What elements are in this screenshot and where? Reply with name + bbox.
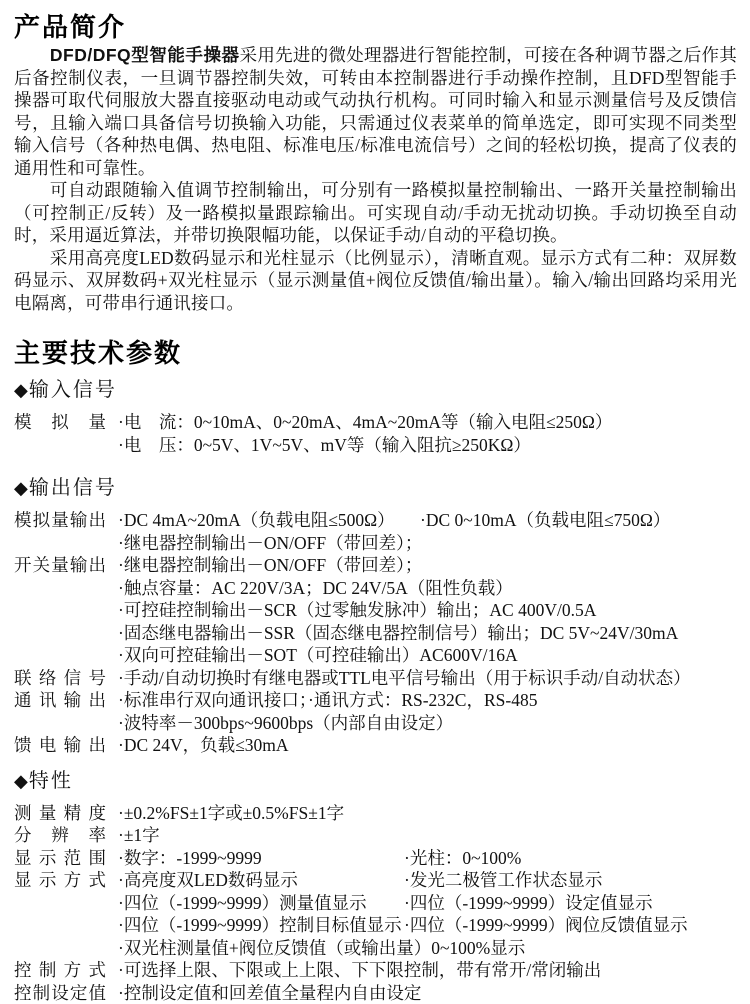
spec-label: 联络信号 — [14, 667, 106, 690]
intro-paragraph-2: 可自动跟随输入值调节控制输出，可分别有一路模拟量控制输出、一路开关量控制输出（可控制正/反转）及一路模拟量跟踪输出。可实现自动/手动无扰动切换。手动切换至自动时，采用逼近算法，并带切换限幅功能，以保证手动/自动的平稳切换。 — [14, 179, 737, 247]
spec-line — [118, 892, 737, 915]
page-title-tech-params: 主要技术参数 — [14, 338, 737, 368]
spec-content — [118, 509, 737, 554]
subsection-heading-input-signal — [14, 378, 737, 402]
spec-row-link-signal — [14, 667, 737, 690]
spec-content — [118, 824, 737, 847]
spec-row-feed-output — [14, 734, 737, 757]
spec-content — [118, 411, 737, 456]
spec-line: ·可选择上限、下限或上上限、下下限控制，带有常开/常闭输出 — [118, 959, 737, 982]
spec-item: ·继电器控制输出－ON/OFF（带回差）； — [118, 532, 420, 555]
spec-row-control-setpoint — [14, 982, 737, 1004]
spec-item: ·发光二极管工作状态显示 — [404, 870, 602, 890]
output-signal-table — [14, 509, 737, 757]
spec-line: ·双光柱测量值+阀位反馈值（或输出量）0~100%显示 — [118, 937, 737, 960]
spec-content — [118, 802, 737, 825]
spec-label: 通讯输出 — [14, 689, 106, 712]
spec-line — [118, 914, 737, 937]
spec-label: 显示方式 — [14, 869, 106, 892]
spec-line: ·双向可控硅输出－SOT（可控硅输出）AC600V/16A — [118, 644, 737, 667]
subsection-label-features: 特性 — [29, 770, 73, 792]
spec-label: 馈电输出 — [14, 734, 106, 757]
product-name-bold: DFD/DFQ型智能手操器 — [50, 45, 240, 65]
spec-row-resolution — [14, 824, 737, 847]
spec-label: 控制方式 — [14, 959, 106, 982]
spec-line: ·±1字 — [118, 824, 737, 847]
spec-line: ·DC 24V，负载≤30mA — [118, 734, 737, 757]
spec-item: ·DC 4mA~20mA（负载电阻≤500Ω） — [118, 509, 420, 532]
intro-paragraph-1 — [14, 44, 737, 179]
spec-label: 分辨率 — [14, 824, 106, 847]
spec-row-analog-input — [14, 411, 737, 456]
subsection-label-input-signal: 输入信号 — [29, 379, 117, 401]
spec-item: ·标准串行双向通讯接口； — [118, 689, 308, 712]
spec-line: ·电 流：0~10mA、0~20mA、4mA~20mA等（输入电阻≤250Ω） — [118, 411, 737, 434]
spec-item: ·四位（-1999~9999）设定值显示 — [404, 893, 653, 913]
subsection-heading-output-signal — [14, 476, 737, 500]
spec-content — [118, 869, 737, 959]
spec-line — [118, 532, 737, 555]
spec-row-comm-output — [14, 689, 737, 734]
spec-label: 控制设定值 — [14, 982, 106, 1004]
spec-line: ·可控硅控制输出－SCR（过零触发脉冲）输出；AC 400V/0.5A — [118, 599, 737, 622]
spec-content — [118, 734, 737, 757]
spec-item: ·光柱：0~100% — [404, 848, 521, 868]
spec-line: ·继电器控制输出－ON/OFF（带回差）； — [118, 554, 737, 577]
spec-content — [118, 847, 737, 870]
spec-label: 模拟量 — [14, 411, 106, 434]
spec-line: ·控制设定值和回差值全量程内自由设定 — [118, 982, 737, 1004]
spec-line: ·±0.2%FS±1字或±0.5%FS±1字 — [118, 802, 737, 825]
diamond-icon: ◆ — [14, 380, 28, 400]
spec-item: ·高亮度双LED数码显示 — [118, 869, 404, 892]
spec-content — [118, 689, 737, 734]
subsection-heading-features — [14, 769, 737, 793]
intro-paragraph-3: 采用高亮度LED数码显示和光柱显示（比例显示），清晰直观。显示方式有二种：双屏数码显示、双屏数码+双光柱显示（显示测量值+阀位反馈值/输出量）。输入/输出回路均采用光电隔离，可带串行通讯接口。 — [14, 247, 737, 315]
spec-row-display-range — [14, 847, 737, 870]
spec-label: 显示范围 — [14, 847, 106, 870]
page-title-product-intro: 产品简介 — [14, 12, 737, 42]
spec-content — [118, 982, 737, 1004]
spec-line: ·手动/自动切换时有继电器或TTL电平信号输出（用于标识手动/自动状态） — [118, 667, 737, 690]
spec-label: 开关量输出 — [14, 554, 106, 577]
spec-content — [118, 959, 737, 982]
spec-item: ·四位（-1999~9999）测量值显示 — [118, 892, 404, 915]
spec-line — [118, 509, 737, 532]
spec-content — [118, 554, 737, 667]
intro-paragraph-1-text: 采用先进的微处理器进行智能控制，可接在各种调节器之后作其后备控制仪表，一旦调节器控制失效，可转由本控制器进行手动操作控制，且DFD型智能手操器可取代伺服放大器直接驱动电动或气动执行机构。可同时输入和显示测量信号及反馈信号，且输入端口具备信号切换输入功能，只需通过仪表菜单的简单选定，即可实现不同类型输入信号（各种热电偶、热电阻、标准电压/标准电流信号）之间的轻松切换，提高了仪表的通用性和可靠性。 — [14, 45, 737, 178]
spec-line: ·波特率－300bps~9600bps（内部自由设定） — [118, 712, 737, 735]
spec-label: 模拟量输出 — [14, 509, 106, 532]
spec-content — [118, 667, 737, 690]
spec-item: ·四位（-1999~9999）阀位反馈值显示 — [404, 915, 688, 935]
features-table — [14, 802, 737, 1004]
spec-line: ·触点容量：AC 220V/3A；DC 24V/5A（阻性负载） — [118, 577, 737, 600]
diamond-icon: ◆ — [14, 478, 28, 498]
spec-label: 测量精度 — [14, 802, 106, 825]
spec-row-switch-output — [14, 554, 737, 667]
spec-row-analog-output — [14, 509, 737, 554]
spec-line — [118, 869, 737, 892]
input-signal-table — [14, 411, 737, 456]
spec-item: ·DC 0~10mA（负载电阻≤750Ω） — [420, 510, 670, 530]
spec-item: ·四位（-1999~9999）控制目标值显示 — [118, 914, 404, 937]
spec-line — [118, 847, 737, 870]
diamond-icon: ◆ — [14, 771, 28, 791]
spec-row-control-mode — [14, 959, 737, 982]
spec-row-accuracy — [14, 802, 737, 825]
spec-item: ·通讯方式：RS-232C，RS-485 — [308, 690, 537, 710]
spec-item: ·数字：-1999~9999 — [118, 847, 404, 870]
spec-line: ·固态继电器输出－SSR（固态继电器控制信号）输出；DC 5V~24V/30mA — [118, 622, 737, 645]
spec-row-display-mode — [14, 869, 737, 959]
spec-line: ·电 压：0~5V、1V~5V、mV等（输入阻抗≥250KΩ） — [118, 434, 737, 457]
spec-line — [118, 689, 737, 712]
subsection-label-output-signal: 输出信号 — [29, 477, 117, 499]
